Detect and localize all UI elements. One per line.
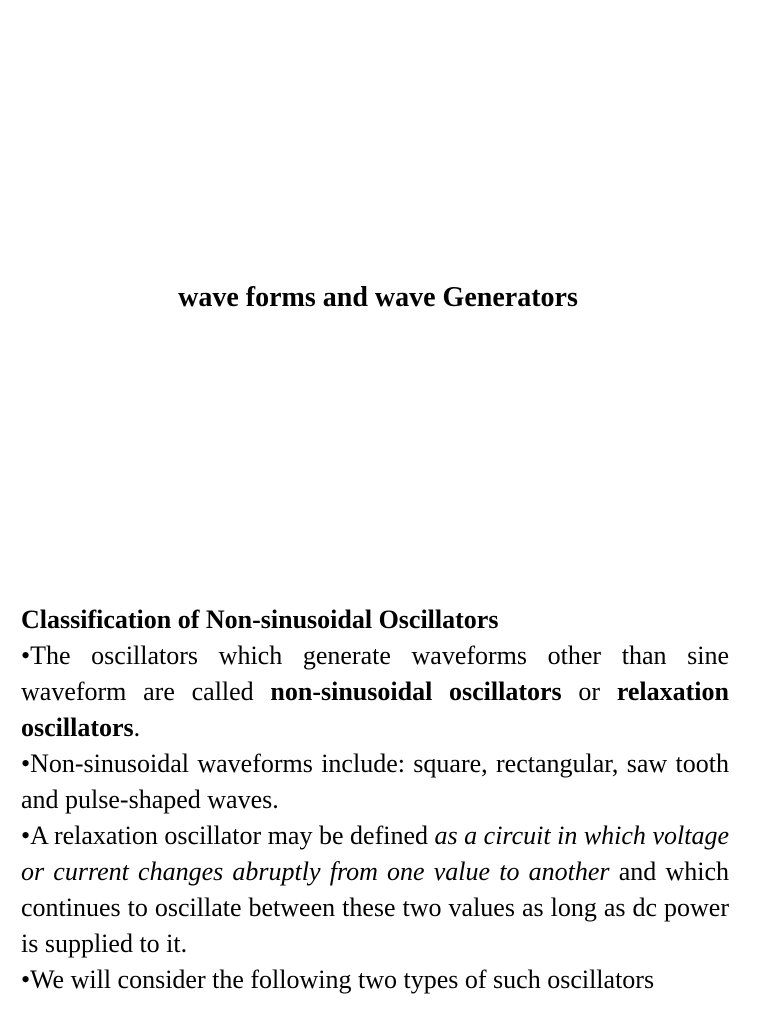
paragraph-text: and which continues to oscillate between these two values as long as dc power is supplied to it. (21, 857, 729, 958)
paragraph-text: •A relaxation oscillator may be defined (21, 821, 435, 850)
paragraph-definition (21, 638, 729, 746)
paragraph-text: or (561, 677, 617, 706)
paragraph-relaxation-definition (21, 818, 729, 962)
slide-title: wave forms and wave Generators (178, 282, 578, 313)
content-body (21, 602, 729, 998)
paragraph-types: •We will consider the following two types of such oscillators (21, 965, 655, 994)
paragraph-waveforms: •Non-sinusoidal waveforms include: square, rectangular, saw tooth and pulse-shaped waves. (21, 749, 729, 814)
italic-definition: as a circuit in which voltage or current changes abruptly from one value to another (21, 821, 729, 886)
bold-term-relaxation: relaxation oscillators (21, 677, 729, 742)
paragraph-text: •The oscillators which generate waveforms other than sine waveform are called (21, 641, 729, 706)
paragraph-text: . (133, 713, 141, 742)
section-heading: Classification of Non-sinusoidal Oscillators (21, 605, 499, 634)
bold-term-non-sinusoidal: non-sinusoidal oscillators (270, 677, 562, 706)
